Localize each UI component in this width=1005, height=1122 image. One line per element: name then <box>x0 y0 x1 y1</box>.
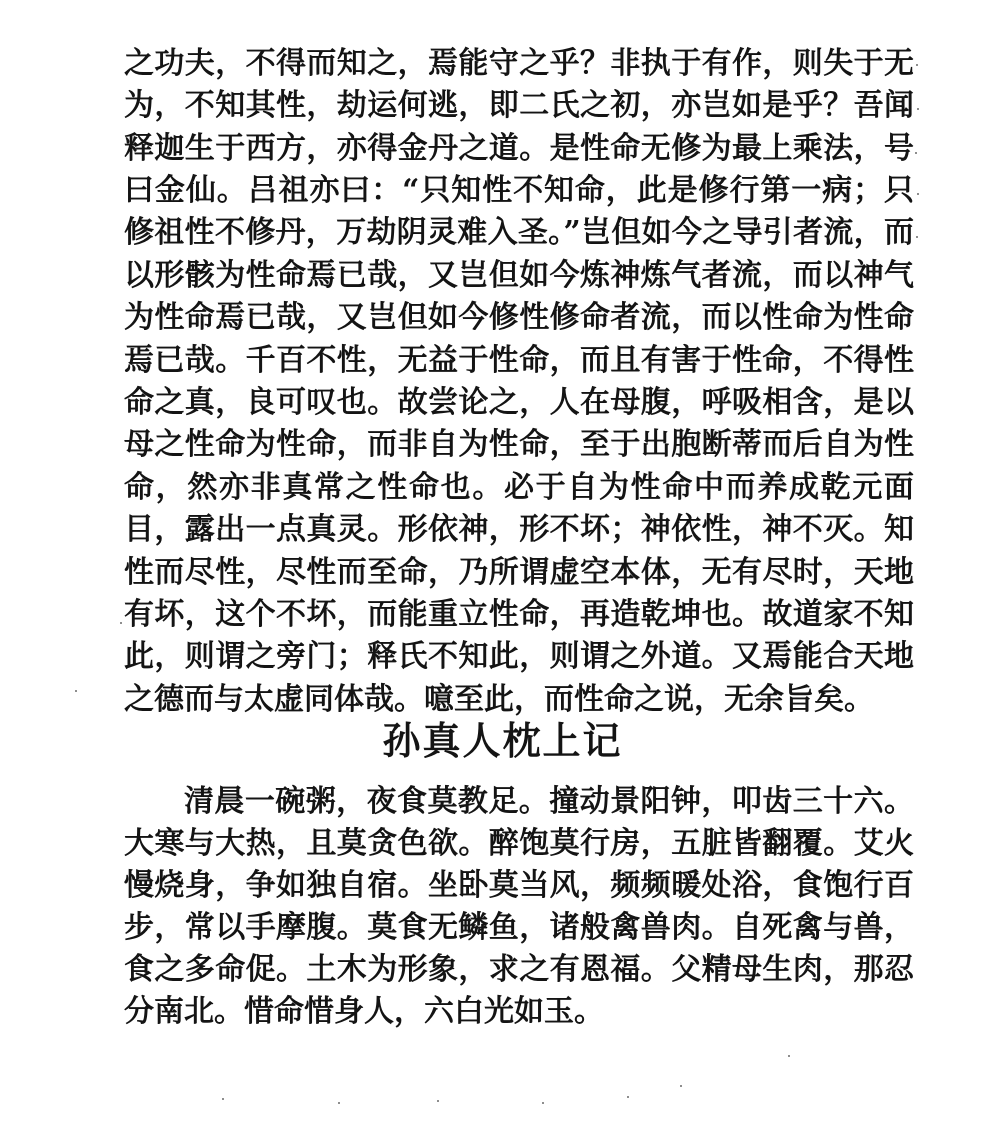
body-line: 性而尽性，尽性而至命，乃所谓虚空本体，无有尽时，天地 <box>124 555 914 590</box>
body-line: 命，然亦非真常之性命也。必于自为性命中而养成乾元面 <box>124 470 914 505</box>
body-line: 此，则谓之旁门；释氏不知此，则谓之外道。又焉能合天地 <box>124 639 914 674</box>
body-line: 目，露出一点真灵。形依神，形不坏；神依性，神不灭。知 <box>124 512 914 547</box>
body-line: 以形骸为性命焉已哉，又岂但如今炼神炼气者流，而以神气 <box>124 258 914 293</box>
body-line: 之德而与太虚同体哉。噫至此，而性命之说，无余旨矣。 <box>124 682 874 717</box>
body-line: 之功夫，不得而知之，焉能守之乎？非执于有作，则失于无 <box>124 46 914 81</box>
poem-line: 清晨一碗粥，夜食莫教足。撞动景阳钟，叩齿三十六。 <box>184 784 914 819</box>
poem-line: 慢烧身，争如独自宿。坐卧莫当风，频频暖处浴，食饱行百 <box>124 868 914 903</box>
section-title: 孙真人枕上记 <box>382 718 623 763</box>
poem-line: 食之多命促。土木为形象，求之有恩福。父精母生肉，那忍 <box>124 952 914 987</box>
body-line: 释迦生于西方，亦得金丹之道。是性命无修为最上乘法，号 <box>124 131 914 166</box>
body-line: 为性命焉已哉，又岂但如今修性修命者流，而以性命为性命 <box>124 300 914 335</box>
poem-line: 大寒与大热，且莫贪色欲。醉饱莫行房，五脏皆翻覆。艾火 <box>124 826 914 861</box>
body-line: 有坏，这个不坏，而能重立性命，再造乾坤也。故道家不知 <box>124 597 914 632</box>
body-line: 为，不知其性，劫运何逃，即二氏之初，亦岂如是乎？吾闻 <box>124 88 914 123</box>
body-line: 焉已哉。千百不性，无益于性命，而且有害于性命，不得性 <box>124 343 914 378</box>
body-line: 母之性命为性命，而非自为性命，至于出胞断蒂而后自为性 <box>124 427 914 462</box>
body-line: 命之真，良可叹也。故尝论之，人在母腹，呼吸相含，是以 <box>124 385 914 420</box>
poem-line: 步，常以手摩腹。莫食无鳞鱼，诸般禽兽肉。自死禽与兽， <box>124 910 914 945</box>
body-line: 曰金仙。吕祖亦曰：“只知性不知命，此是修行第一病；只 <box>124 173 914 208</box>
body-line: 修祖性不修丹，万劫阴灵难入圣。”岂但如今之导引者流，而 <box>124 215 914 250</box>
poem-line: 分南北。惜命惜身人，六白光如玉。 <box>124 994 604 1029</box>
